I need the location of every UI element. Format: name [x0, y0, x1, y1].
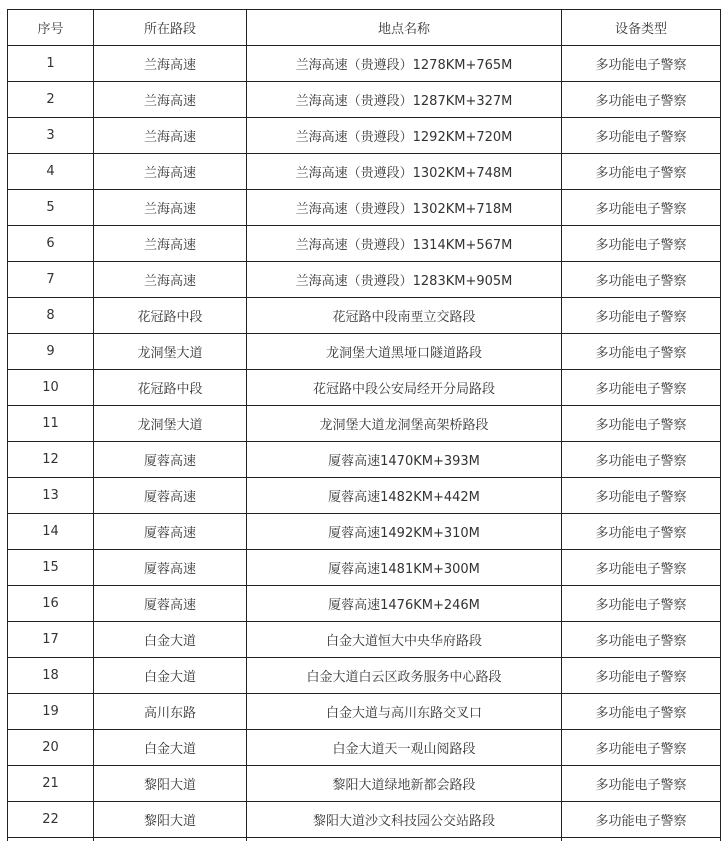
cell-device-type: 多功能电子警察	[562, 442, 721, 478]
cell-device-type: 多功能电子警察	[562, 586, 721, 622]
cell-location-name: 花冠路中段公安局经开分局路段	[247, 370, 562, 406]
cell-device-type: 多功能电子警察	[562, 226, 721, 262]
table-row	[8, 298, 721, 334]
cell-location-name: 兰海高速（贵遵段）1302KM+718M	[247, 190, 562, 226]
cell-location-name: 兰海高速（贵遵段）1287KM+327M	[247, 82, 562, 118]
cell-road-section: 龙洞堡大道	[94, 334, 247, 370]
cell-index: 21	[8, 766, 94, 802]
table-row	[8, 802, 721, 838]
table-row	[8, 766, 721, 802]
table-row	[8, 586, 721, 622]
cell-index: 1	[8, 46, 94, 82]
cell-index: 15	[8, 550, 94, 586]
cell-device-type: 多功能电子警察	[562, 658, 721, 694]
cell-index: 20	[8, 730, 94, 766]
cell-index	[8, 838, 94, 841]
cell-index: 11	[8, 406, 94, 442]
header-device-type: 设备类型	[562, 10, 721, 46]
cell-device-type: 多功能电子警察	[562, 514, 721, 550]
cell-road-section: 厦蓉高速	[94, 514, 247, 550]
cell-device-type: 多功能电子警察	[562, 334, 721, 370]
cell-device-type: 多功能电子警察	[562, 478, 721, 514]
cell-location-name: 白金大道恒大中央华府路段	[247, 622, 562, 658]
cell-device-type: 多功能电子警察	[562, 370, 721, 406]
cell-device-type: 多功能电子警察	[562, 82, 721, 118]
cell-road-section: 白金大道	[94, 622, 247, 658]
cell-road-section: 兰海高速	[94, 154, 247, 190]
cell-road-section: 黎阳大道	[94, 802, 247, 838]
cell-index: 9	[8, 334, 94, 370]
header-index: 序号	[8, 10, 94, 46]
cell-location-name: 厦蓉高速1476KM+246M	[247, 586, 562, 622]
cell-device-type: 多功能电子警察	[562, 118, 721, 154]
table-row	[8, 694, 721, 730]
cell-index: 22	[8, 802, 94, 838]
cell-index: 18	[8, 658, 94, 694]
cell-index: 12	[8, 442, 94, 478]
cell-road-section: 白金大道	[94, 730, 247, 766]
table-row	[8, 190, 721, 226]
cell-location-name: 厦蓉高速1492KM+310M	[247, 514, 562, 550]
cell-index: 4	[8, 154, 94, 190]
cell-road-section: 兰海高速	[94, 118, 247, 154]
cell-index: 6	[8, 226, 94, 262]
cell-location-name: 白金大道与高川东路交叉口	[247, 694, 562, 730]
cell-road-section	[94, 838, 247, 841]
cell-location-name: 白金大道天一观山阅路段	[247, 730, 562, 766]
table-row	[8, 514, 721, 550]
cell-index: 2	[8, 82, 94, 118]
table-row	[8, 478, 721, 514]
cell-location-name: 厦蓉高速1482KM+442M	[247, 478, 562, 514]
cell-index: 16	[8, 586, 94, 622]
table-row	[8, 730, 721, 766]
cell-device-type: 多功能电子警察	[562, 406, 721, 442]
cell-road-section: 龙洞堡大道	[94, 406, 247, 442]
cell-device-type: 多功能电子警察	[562, 802, 721, 838]
camera-location-table	[7, 9, 721, 841]
header-row	[8, 10, 721, 46]
table-row	[8, 154, 721, 190]
table-row	[8, 82, 721, 118]
cell-road-section: 高川东路	[94, 694, 247, 730]
table-row	[8, 118, 721, 154]
cell-road-section: 厦蓉高速	[94, 478, 247, 514]
cell-road-section: 厦蓉高速	[94, 550, 247, 586]
cell-road-section: 兰海高速	[94, 226, 247, 262]
cell-device-type: 多功能电子警察	[562, 262, 721, 298]
cell-road-section: 兰海高速	[94, 46, 247, 82]
cell-device-type: 多功能电子警察	[562, 730, 721, 766]
table-row	[8, 226, 721, 262]
cell-index: 19	[8, 694, 94, 730]
cell-location-name: 黎阳大道绿地新都会路段	[247, 766, 562, 802]
table-row	[8, 262, 721, 298]
cell-index: 3	[8, 118, 94, 154]
cell-location-name: 白金大道白云区政务服务中心路段	[247, 658, 562, 694]
cell-location-name: 花冠路中段南垔立交路段	[247, 298, 562, 334]
table-row	[8, 442, 721, 478]
cell-index: 5	[8, 190, 94, 226]
cell-road-section: 厦蓉高速	[94, 442, 247, 478]
cell-road-section: 白金大道	[94, 658, 247, 694]
cell-location-name: 黎阳大道沙文科技园公交站路段	[247, 802, 562, 838]
cell-location-name: 兰海高速（贵遵段）1283KM+905M	[247, 262, 562, 298]
cell-index: 14	[8, 514, 94, 550]
cell-device-type: 多功能电子警察	[562, 766, 721, 802]
cell-device-type: 多功能电子警察	[562, 154, 721, 190]
cell-location-name: 兰海高速（贵遵段）1278KM+765M	[247, 46, 562, 82]
cell-device-type: 多功能电子警察	[562, 46, 721, 82]
cell-location-name: 厦蓉高速1481KM+300M	[247, 550, 562, 586]
cell-location-name	[247, 838, 562, 841]
cell-location-name: 兰海高速（贵遵段）1302KM+748M	[247, 154, 562, 190]
cell-index: 7	[8, 262, 94, 298]
cell-road-section: 兰海高速	[94, 82, 247, 118]
cell-road-section: 花冠路中段	[94, 370, 247, 406]
table-row	[8, 406, 721, 442]
table-row	[8, 622, 721, 658]
cell-device-type	[562, 838, 721, 841]
cell-road-section: 厦蓉高速	[94, 586, 247, 622]
header-location-name: 地点名称	[247, 10, 562, 46]
table-row	[8, 550, 721, 586]
cell-location-name: 兰海高速（贵遵段）1314KM+567M	[247, 226, 562, 262]
cell-road-section: 兰海高速	[94, 190, 247, 226]
cell-index: 13	[8, 478, 94, 514]
table-header	[8, 10, 721, 46]
table-row	[8, 370, 721, 406]
cell-device-type: 多功能电子警察	[562, 622, 721, 658]
cell-index: 17	[8, 622, 94, 658]
cell-road-section: 兰海高速	[94, 262, 247, 298]
cell-location-name: 龙洞堡大道黑垭口隧道路段	[247, 334, 562, 370]
cell-location-name: 龙洞堡大道龙洞堡高架桥路段	[247, 406, 562, 442]
header-road-section: 所在路段	[94, 10, 247, 46]
table-row	[8, 838, 721, 841]
cell-device-type: 多功能电子警察	[562, 694, 721, 730]
cell-device-type: 多功能电子警察	[562, 190, 721, 226]
cell-location-name: 兰海高速（贵遵段）1292KM+720M	[247, 118, 562, 154]
cell-index: 10	[8, 370, 94, 406]
table-row	[8, 334, 721, 370]
table-body	[8, 46, 721, 841]
cell-device-type: 多功能电子警察	[562, 550, 721, 586]
cell-road-section: 黎阳大道	[94, 766, 247, 802]
table-row	[8, 658, 721, 694]
table-row	[8, 46, 721, 82]
cell-index: 8	[8, 298, 94, 334]
cell-location-name: 厦蓉高速1470KM+393M	[247, 442, 562, 478]
cell-device-type: 多功能电子警察	[562, 298, 721, 334]
cell-road-section: 花冠路中段	[94, 298, 247, 334]
